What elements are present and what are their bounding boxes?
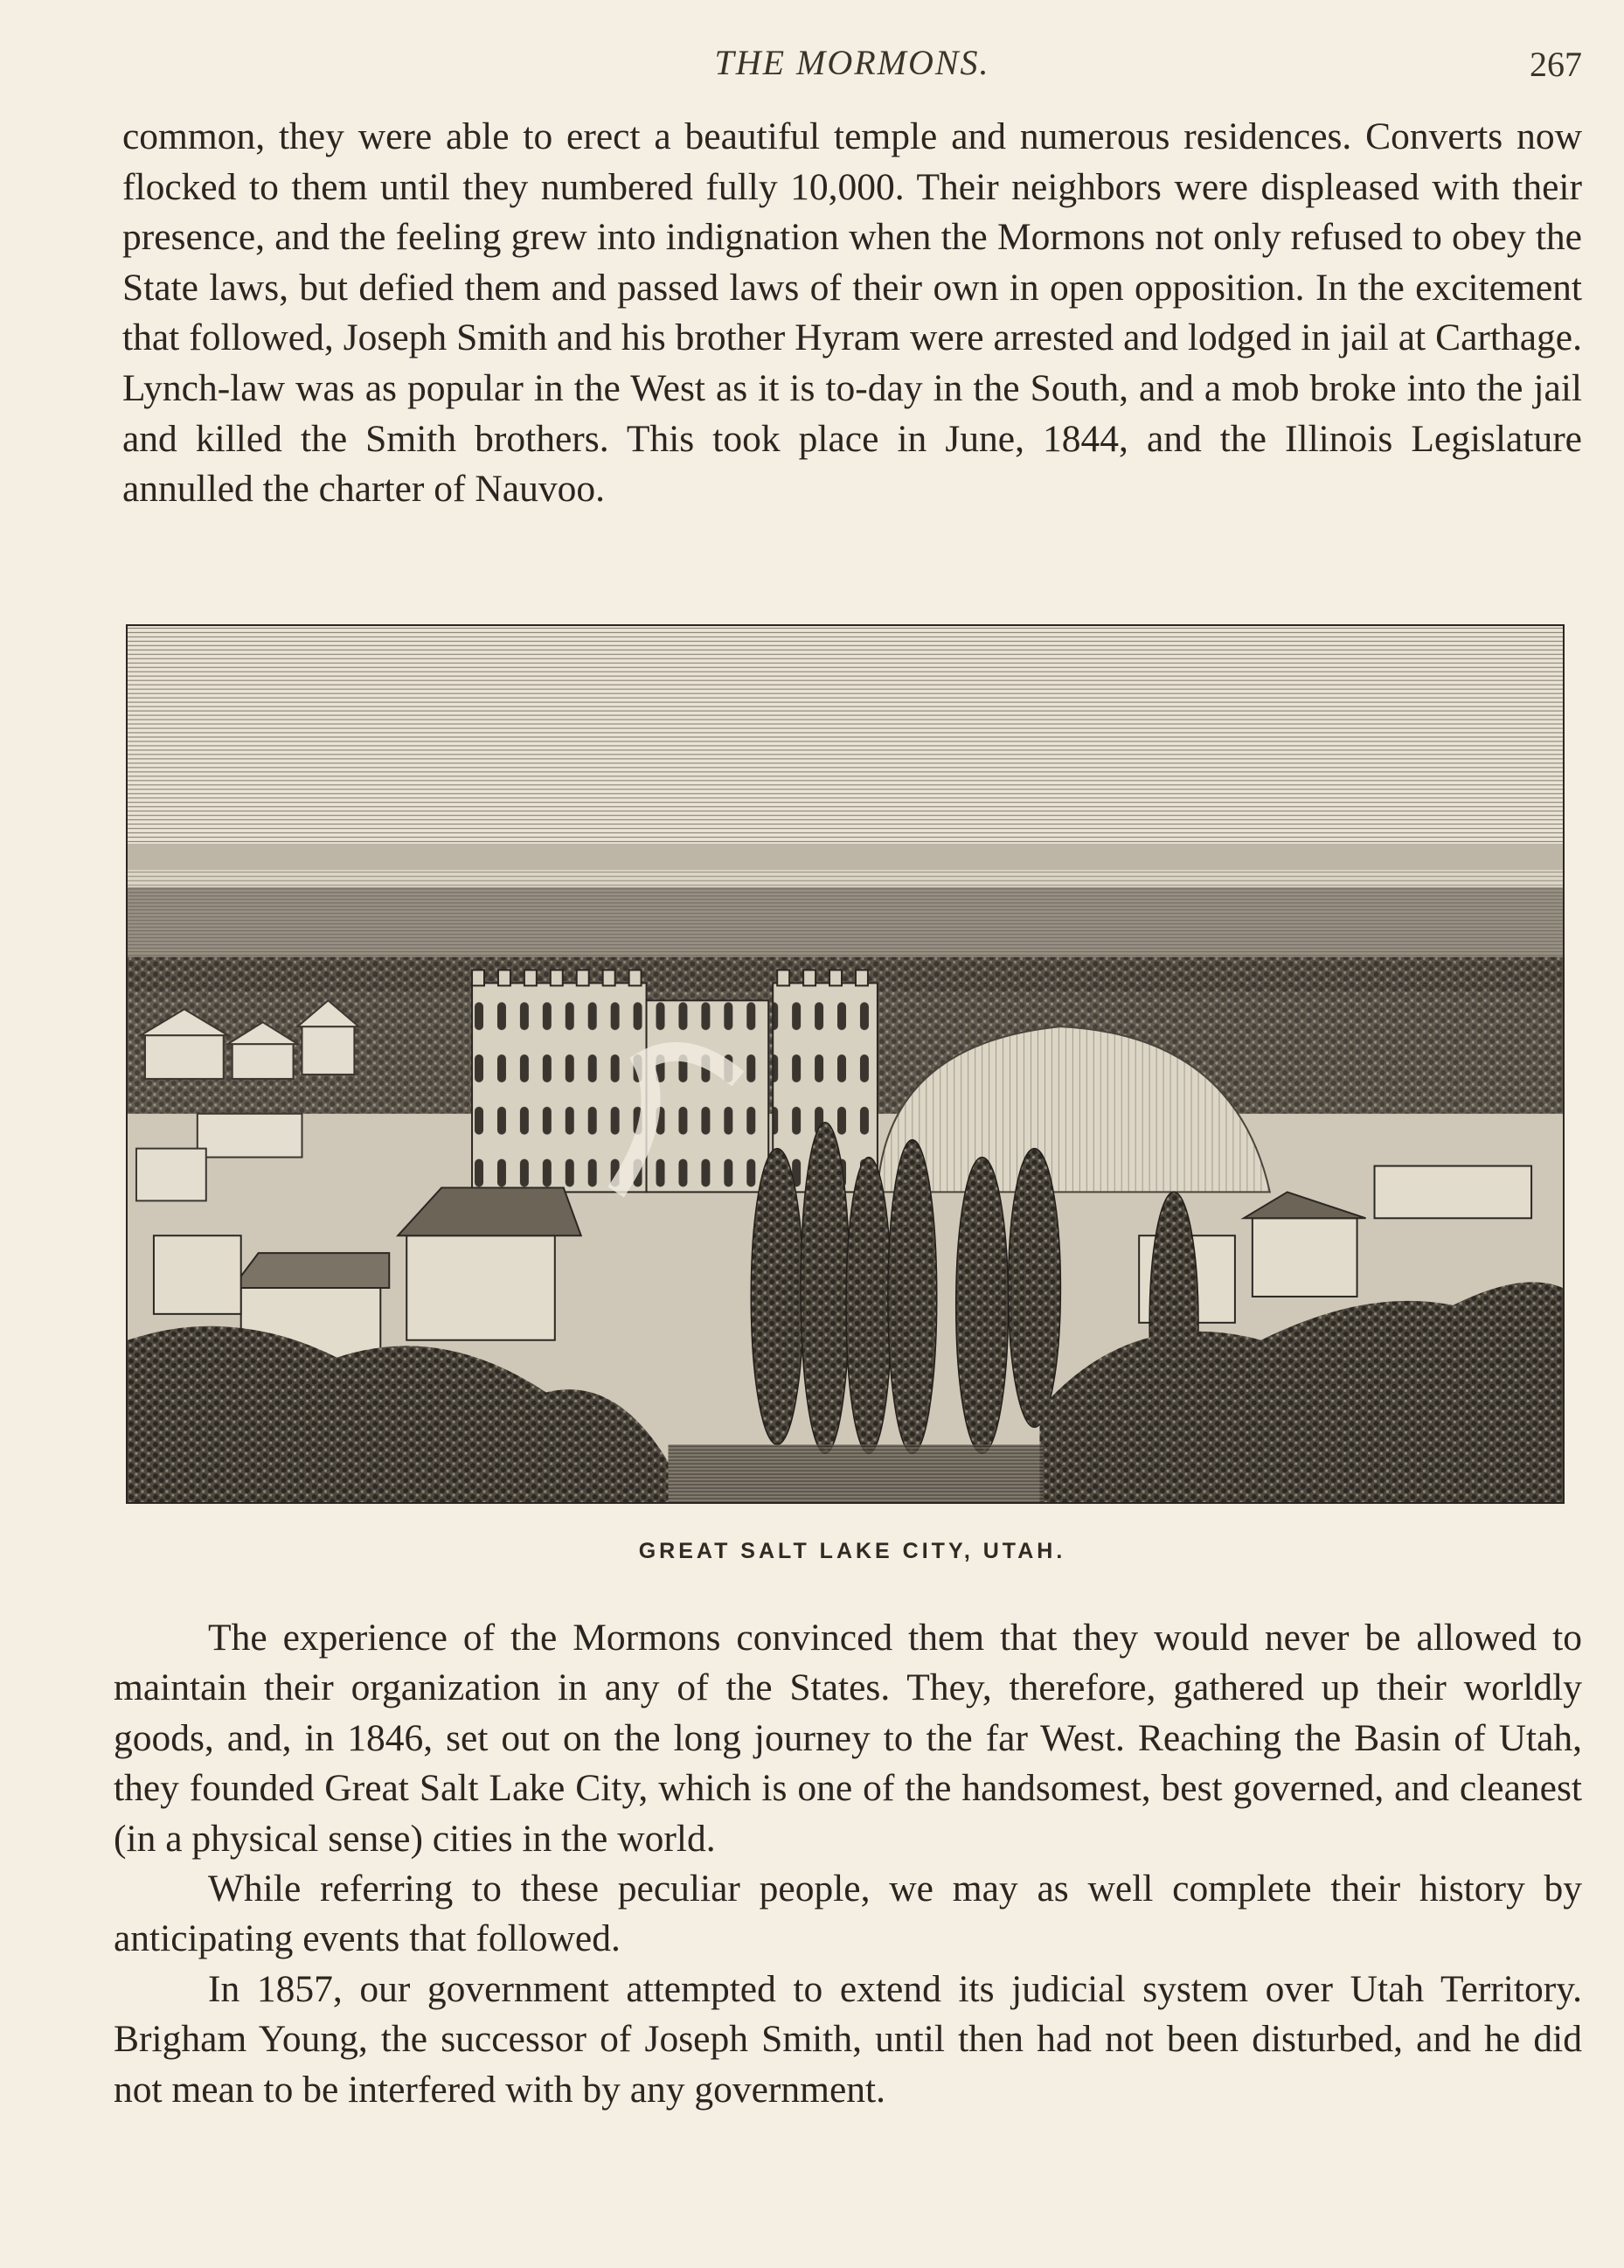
engraving-image bbox=[128, 626, 1563, 1502]
paragraph-3: In 1857, our government attempted to extend its judicial system over Utah Territory. Brigham Young, the successor of Joseph Smith, until then had not been disturbed, and he did not mean to be interfered with by any government. bbox=[114, 1967, 1582, 2111]
page-number: 267 bbox=[1530, 45, 1582, 84]
paragraph-top: common, they were able to erect a beautiful temple and numerous residences. Converts now flocked to them until they numbered fully 10,000. Their neighbors were displeased with their presence, and the feeling grew into indignation when the Mormons not only refused to obey the State laws, but defied them and passed laws of their own in open opposition. In the excitement that followed, Joseph Smith and his brother Hyram were arrested and lodged in jail at Carthage. Lynch-law was as popular in the West as it is to-day in the South, and a mob broke into the jail and killed the Smith brothers. This took place in June, 1844, and the Illinois Legislature annulled the charter of Nauvoo. bbox=[122, 115, 1582, 511]
running-title: THE MORMONS. bbox=[714, 43, 990, 82]
figure-caption: GREAT SALT LAKE CITY, UTAH. bbox=[638, 1539, 1066, 1563]
paragraph-2: While referring to these peculiar people, we may as well complete their history by anticipating events that followed. bbox=[114, 1868, 1582, 1960]
running-head bbox=[122, 42, 1582, 86]
paragraph-1: The experience of the Mormons convinced them that they would never be allowed to maintain their organization in any of the States. They, therefore, gathered up their worldly goods, and, in 1846, set out on the long journey to the far West. Reaching the Basin of Utah, they founded Great Salt Lake City, which is one of the handsomest, best governed, and cleanest (in a physical sense) cities in the world. bbox=[114, 1617, 1582, 1860]
body-text bbox=[114, 1613, 1582, 2115]
engraving-illustration bbox=[126, 624, 1565, 1504]
